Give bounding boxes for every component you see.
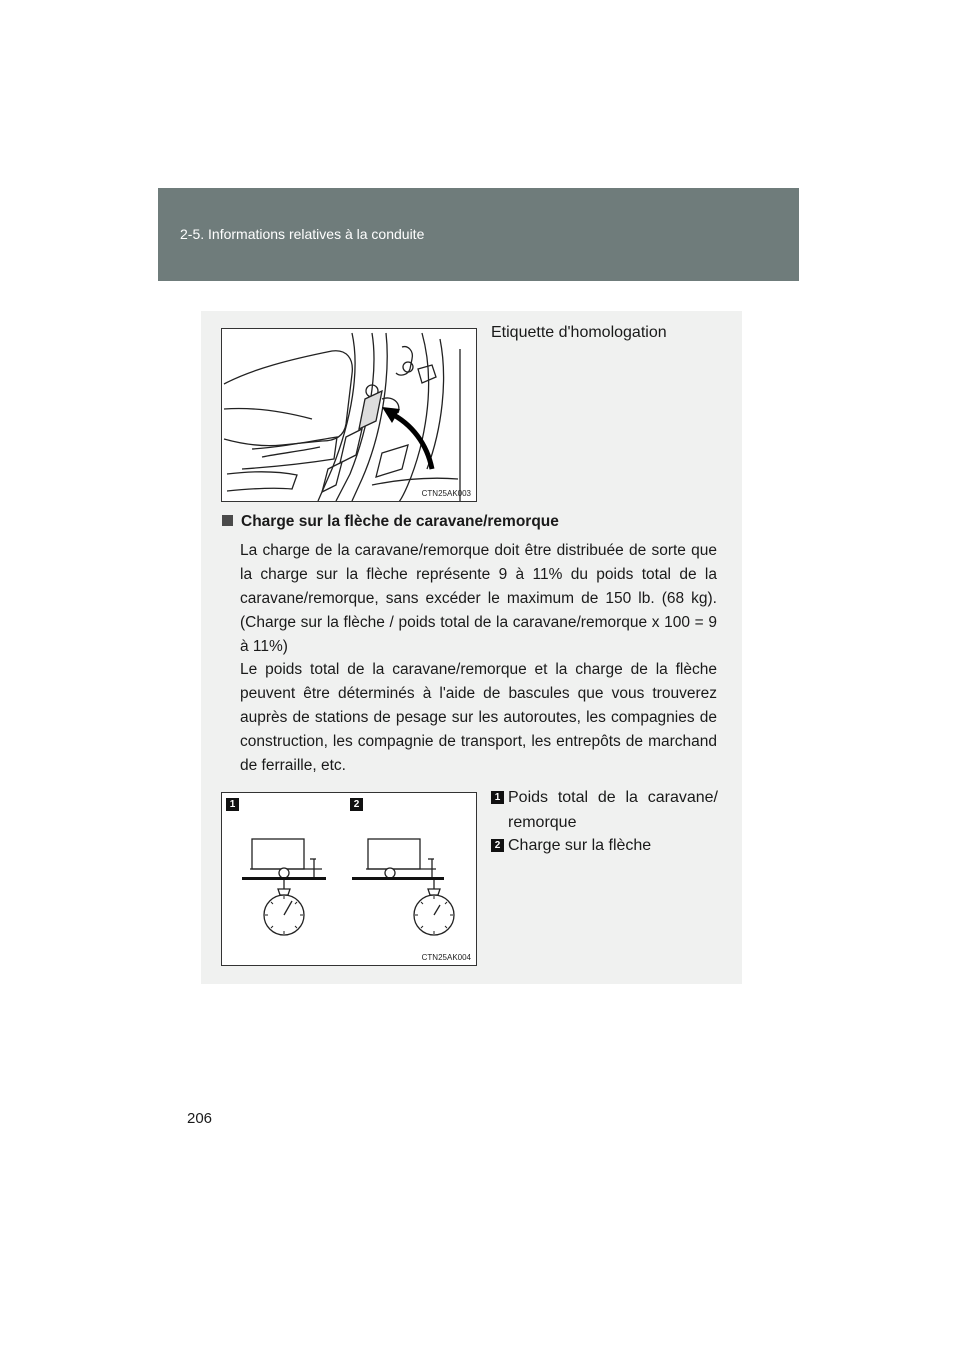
paragraph: La charge de la caravane/remorque doit être distribuée de sorte que la charge sur la flèche représente 9 à 11% du poids total de la caravane/remorque, sans excéder le maximum de 150 lb. (68 kg). (Charge sur la flèche / poids total de la caravane/remorque x 100 = 9 à 11%) <box>240 542 717 655</box>
section-title: 2-5. Informations relatives à la conduite <box>180 226 425 242</box>
legend-badge: 1 <box>491 791 504 804</box>
figure-badge: 1 <box>226 798 239 811</box>
figure-badge: 2 <box>350 798 363 811</box>
car-door-pillar-label-illustration <box>222 329 477 502</box>
figure-code: CTN25AK004 <box>421 953 471 962</box>
figure-trailer-scales <box>221 792 477 966</box>
section-heading <box>222 513 559 531</box>
paragraph: Le poids total de la caravane/remorque et la charge de la flèche peuvent être déterminés à l'aide de bascules que vous trouverez auprès de stations de pesage sur les autoroutes, les compagnies de construction, les compagnie de transport, les entrepôts de marchand de ferraille, etc. <box>240 661 717 774</box>
page-number: 206 <box>187 1110 213 1127</box>
figure-code: CTN25AK003 <box>421 489 471 498</box>
section-heading-text: Charge sur la flèche de caravane/remorque <box>241 513 559 530</box>
legend-text: Poids total de la caravane/ remorque <box>508 789 718 831</box>
legend-text: Charge sur la flèche <box>508 837 652 854</box>
figure-homologation-label <box>221 328 477 502</box>
figure-caption: Etiquette d'homologation <box>491 324 667 341</box>
legend-item <box>491 833 718 858</box>
trailer-scale-illustration <box>222 793 477 966</box>
legend-badge: 2 <box>491 839 504 852</box>
section-header-bar <box>158 188 799 281</box>
legend-item <box>491 785 718 835</box>
square-bullet-icon <box>222 515 233 526</box>
